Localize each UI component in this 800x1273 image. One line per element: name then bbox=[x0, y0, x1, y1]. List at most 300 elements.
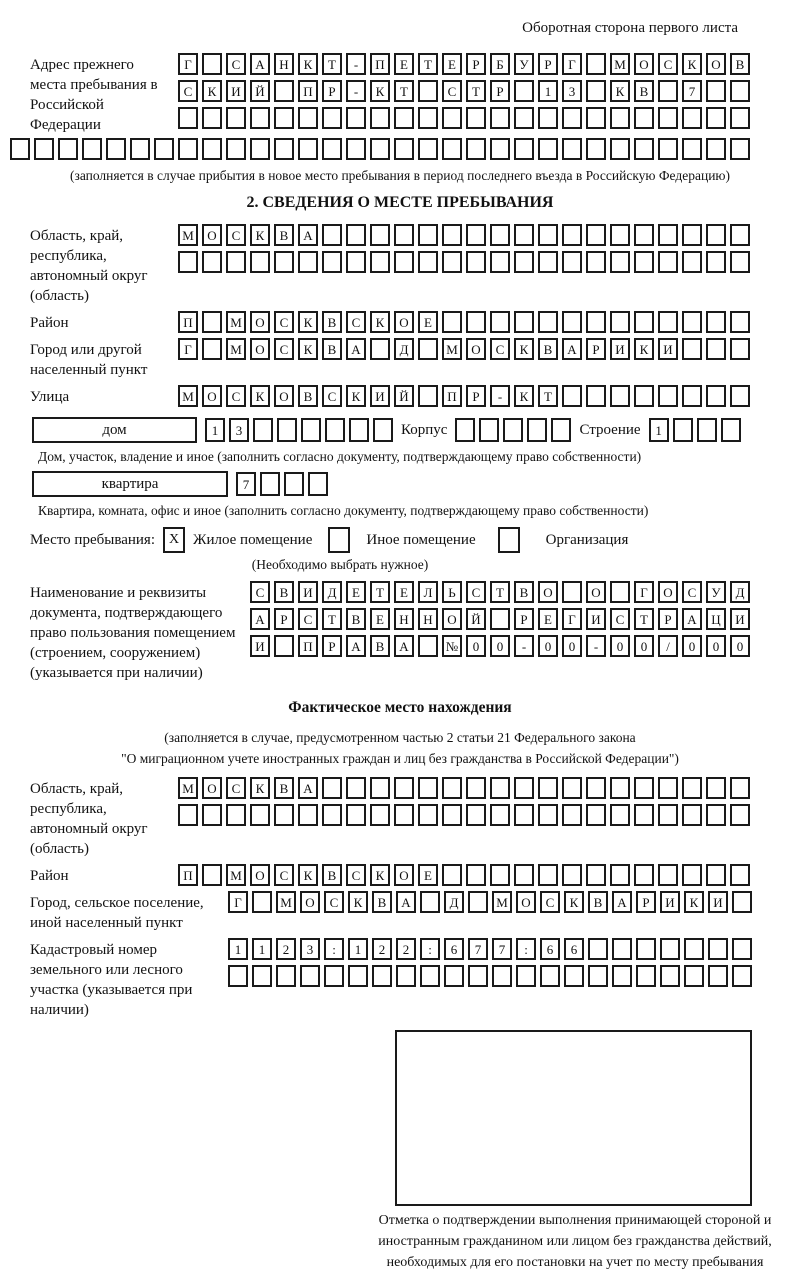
char-cell[interactable] bbox=[538, 224, 558, 246]
char-cell[interactable]: А bbox=[562, 338, 582, 360]
char-cell[interactable]: А bbox=[396, 891, 416, 913]
char-cell[interactable] bbox=[634, 224, 654, 246]
char-cell[interactable]: Л bbox=[418, 581, 438, 603]
char-cell[interactable]: С bbox=[324, 891, 344, 913]
char-cell[interactable] bbox=[586, 107, 606, 129]
char-cell[interactable] bbox=[466, 107, 486, 129]
char-cell[interactable]: О bbox=[586, 581, 606, 603]
char-cell[interactable]: П bbox=[298, 635, 318, 657]
char-cell[interactable] bbox=[418, 107, 438, 129]
char-cell[interactable]: 7 bbox=[682, 80, 702, 102]
char-cell[interactable]: Б bbox=[490, 53, 510, 75]
char-cell[interactable] bbox=[418, 251, 438, 273]
char-cell[interactable]: О bbox=[202, 224, 222, 246]
char-cell[interactable]: А bbox=[250, 53, 270, 75]
char-cell[interactable] bbox=[708, 965, 728, 987]
char-cell[interactable] bbox=[370, 338, 390, 360]
char-cell[interactable] bbox=[636, 938, 656, 960]
char-cell[interactable] bbox=[730, 804, 750, 826]
char-cell[interactable] bbox=[562, 385, 582, 407]
char-cell[interactable]: О bbox=[394, 311, 414, 333]
char-cell[interactable] bbox=[562, 581, 582, 603]
char-cell[interactable]: И bbox=[730, 608, 750, 630]
char-cell[interactable] bbox=[706, 777, 726, 799]
char-cell[interactable]: Е bbox=[370, 608, 390, 630]
char-cell[interactable]: С bbox=[442, 80, 462, 102]
char-cell[interactable] bbox=[527, 418, 547, 442]
char-cell[interactable]: С bbox=[322, 385, 342, 407]
char-cell[interactable]: М bbox=[178, 777, 198, 799]
char-cell[interactable] bbox=[274, 107, 294, 129]
char-cell[interactable] bbox=[202, 338, 222, 360]
char-cell[interactable] bbox=[349, 418, 369, 442]
char-cell[interactable] bbox=[538, 138, 558, 160]
char-cell[interactable]: Г bbox=[562, 608, 582, 630]
char-cell[interactable] bbox=[260, 472, 280, 496]
char-cell[interactable]: М bbox=[178, 385, 198, 407]
char-cell[interactable] bbox=[322, 224, 342, 246]
char-cell[interactable] bbox=[732, 965, 752, 987]
char-cell[interactable] bbox=[442, 777, 462, 799]
char-cell[interactable] bbox=[298, 251, 318, 273]
char-cell[interactable] bbox=[732, 891, 752, 913]
char-cell[interactable] bbox=[540, 965, 560, 987]
char-cell[interactable] bbox=[612, 938, 632, 960]
char-cell[interactable] bbox=[466, 251, 486, 273]
char-cell[interactable]: К bbox=[370, 864, 390, 886]
char-cell[interactable]: О bbox=[658, 581, 678, 603]
char-cell[interactable] bbox=[394, 777, 414, 799]
char-cell[interactable]: 1 bbox=[649, 418, 669, 442]
char-cell[interactable]: О bbox=[538, 581, 558, 603]
char-cell[interactable] bbox=[658, 224, 678, 246]
char-cell[interactable] bbox=[516, 965, 536, 987]
char-cell[interactable]: К bbox=[634, 338, 654, 360]
char-cell[interactable] bbox=[562, 251, 582, 273]
char-cell[interactable]: 0 bbox=[706, 635, 726, 657]
char-cell[interactable] bbox=[370, 777, 390, 799]
char-cell[interactable]: К bbox=[298, 864, 318, 886]
char-cell[interactable]: Г bbox=[562, 53, 582, 75]
char-cell[interactable]: С bbox=[490, 338, 510, 360]
char-cell[interactable] bbox=[346, 251, 366, 273]
char-cell[interactable] bbox=[490, 311, 510, 333]
stay-option-residential-checkbox[interactable]: X bbox=[163, 527, 185, 553]
char-cell[interactable] bbox=[373, 418, 393, 442]
char-cell[interactable] bbox=[730, 777, 750, 799]
char-cell[interactable] bbox=[394, 251, 414, 273]
char-cell[interactable]: С bbox=[346, 864, 366, 886]
char-cell[interactable]: Р bbox=[490, 80, 510, 102]
char-cell[interactable] bbox=[492, 965, 512, 987]
char-cell[interactable] bbox=[154, 138, 174, 160]
char-cell[interactable] bbox=[562, 138, 582, 160]
char-cell[interactable] bbox=[730, 251, 750, 273]
char-cell[interactable] bbox=[610, 107, 630, 129]
char-cell[interactable] bbox=[490, 138, 510, 160]
char-cell[interactable] bbox=[442, 224, 462, 246]
char-cell[interactable]: 3 bbox=[229, 418, 249, 442]
char-cell[interactable]: Д bbox=[444, 891, 464, 913]
char-cell[interactable] bbox=[682, 338, 702, 360]
char-cell[interactable] bbox=[324, 965, 344, 987]
char-cell[interactable]: Н bbox=[274, 53, 294, 75]
char-cell[interactable]: В bbox=[588, 891, 608, 913]
char-cell[interactable]: Т bbox=[418, 53, 438, 75]
char-cell[interactable] bbox=[250, 804, 270, 826]
char-cell[interactable]: Р bbox=[538, 53, 558, 75]
char-cell[interactable] bbox=[634, 251, 654, 273]
char-cell[interactable]: С bbox=[274, 311, 294, 333]
char-cell[interactable]: С bbox=[226, 777, 246, 799]
char-cell[interactable] bbox=[610, 251, 630, 273]
char-cell[interactable]: С bbox=[682, 581, 702, 603]
char-cell[interactable]: В bbox=[538, 338, 558, 360]
char-cell[interactable]: К bbox=[370, 311, 390, 333]
char-cell[interactable]: О bbox=[202, 385, 222, 407]
char-cell[interactable] bbox=[490, 251, 510, 273]
char-cell[interactable]: Т bbox=[634, 608, 654, 630]
char-cell[interactable] bbox=[586, 385, 606, 407]
char-cell[interactable] bbox=[325, 418, 345, 442]
char-cell[interactable] bbox=[610, 777, 630, 799]
char-cell[interactable]: К bbox=[250, 224, 270, 246]
char-cell[interactable]: И bbox=[298, 581, 318, 603]
char-cell[interactable]: Р bbox=[466, 53, 486, 75]
char-cell[interactable] bbox=[562, 311, 582, 333]
char-cell[interactable] bbox=[202, 311, 222, 333]
char-cell[interactable]: В bbox=[298, 385, 318, 407]
char-cell[interactable] bbox=[538, 251, 558, 273]
char-cell[interactable] bbox=[658, 107, 678, 129]
char-cell[interactable]: Й bbox=[466, 608, 486, 630]
char-cell[interactable]: К bbox=[298, 53, 318, 75]
char-cell[interactable]: М bbox=[226, 311, 246, 333]
char-cell[interactable]: Е bbox=[394, 581, 414, 603]
char-cell[interactable] bbox=[610, 224, 630, 246]
char-cell[interactable]: М bbox=[226, 338, 246, 360]
char-cell[interactable] bbox=[514, 80, 534, 102]
char-cell[interactable]: К bbox=[514, 338, 534, 360]
char-cell[interactable]: Й bbox=[394, 385, 414, 407]
char-cell[interactable]: У bbox=[514, 53, 534, 75]
char-cell[interactable] bbox=[586, 224, 606, 246]
char-cell[interactable]: М bbox=[276, 891, 296, 913]
char-cell[interactable]: 2 bbox=[396, 938, 416, 960]
char-cell[interactable]: А bbox=[298, 777, 318, 799]
char-cell[interactable] bbox=[586, 138, 606, 160]
char-cell[interactable] bbox=[514, 777, 534, 799]
char-cell[interactable] bbox=[658, 138, 678, 160]
char-cell[interactable] bbox=[250, 138, 270, 160]
char-cell[interactable] bbox=[202, 804, 222, 826]
char-cell[interactable] bbox=[298, 107, 318, 129]
char-cell[interactable]: 0 bbox=[610, 635, 630, 657]
char-cell[interactable]: : bbox=[324, 938, 344, 960]
char-cell[interactable] bbox=[634, 804, 654, 826]
char-cell[interactable]: Т bbox=[538, 385, 558, 407]
char-cell[interactable]: К bbox=[346, 385, 366, 407]
char-cell[interactable]: Р bbox=[636, 891, 656, 913]
char-cell[interactable] bbox=[58, 138, 78, 160]
char-cell[interactable] bbox=[682, 864, 702, 886]
char-cell[interactable] bbox=[370, 138, 390, 160]
char-cell[interactable]: Т bbox=[466, 80, 486, 102]
char-cell[interactable] bbox=[490, 804, 510, 826]
char-cell[interactable] bbox=[658, 777, 678, 799]
char-cell[interactable] bbox=[346, 777, 366, 799]
char-cell[interactable]: 7 bbox=[236, 472, 256, 496]
char-cell[interactable]: / bbox=[658, 635, 678, 657]
char-cell[interactable]: Т bbox=[322, 53, 342, 75]
char-cell[interactable] bbox=[730, 138, 750, 160]
char-cell[interactable]: О bbox=[394, 864, 414, 886]
char-cell[interactable] bbox=[538, 311, 558, 333]
char-cell[interactable]: О bbox=[706, 53, 726, 75]
char-cell[interactable] bbox=[562, 107, 582, 129]
char-cell[interactable] bbox=[178, 251, 198, 273]
char-cell[interactable] bbox=[346, 224, 366, 246]
char-cell[interactable] bbox=[490, 107, 510, 129]
char-cell[interactable]: К bbox=[202, 80, 222, 102]
char-cell[interactable]: М bbox=[492, 891, 512, 913]
char-cell[interactable]: И bbox=[610, 338, 630, 360]
char-cell[interactable]: О bbox=[274, 385, 294, 407]
char-cell[interactable]: С bbox=[610, 608, 630, 630]
char-cell[interactable]: В bbox=[322, 864, 342, 886]
char-cell[interactable] bbox=[514, 138, 534, 160]
char-cell[interactable] bbox=[274, 635, 294, 657]
char-cell[interactable]: Г bbox=[178, 338, 198, 360]
char-cell[interactable]: Т bbox=[322, 608, 342, 630]
char-cell[interactable]: С bbox=[346, 311, 366, 333]
char-cell[interactable] bbox=[658, 80, 678, 102]
char-cell[interactable] bbox=[34, 138, 54, 160]
char-cell[interactable] bbox=[562, 777, 582, 799]
char-cell[interactable] bbox=[466, 777, 486, 799]
char-cell[interactable] bbox=[706, 864, 726, 886]
char-cell[interactable]: Г bbox=[178, 53, 198, 75]
char-cell[interactable] bbox=[586, 53, 606, 75]
char-cell[interactable] bbox=[562, 224, 582, 246]
char-cell[interactable]: Й bbox=[250, 80, 270, 102]
char-cell[interactable]: К bbox=[610, 80, 630, 102]
char-cell[interactable] bbox=[466, 224, 486, 246]
char-cell[interactable] bbox=[418, 385, 438, 407]
char-cell[interactable] bbox=[284, 472, 304, 496]
char-cell[interactable] bbox=[660, 965, 680, 987]
char-cell[interactable] bbox=[514, 311, 534, 333]
char-cell[interactable] bbox=[658, 804, 678, 826]
char-cell[interactable] bbox=[612, 965, 632, 987]
char-cell[interactable]: № bbox=[442, 635, 462, 657]
char-cell[interactable] bbox=[442, 311, 462, 333]
char-cell[interactable]: О bbox=[634, 53, 654, 75]
stay-option-other-checkbox[interactable] bbox=[328, 527, 350, 553]
char-cell[interactable] bbox=[708, 938, 728, 960]
char-cell[interactable] bbox=[274, 138, 294, 160]
char-cell[interactable] bbox=[490, 224, 510, 246]
char-cell[interactable]: С bbox=[226, 224, 246, 246]
char-cell[interactable] bbox=[202, 107, 222, 129]
char-cell[interactable] bbox=[370, 224, 390, 246]
char-cell[interactable] bbox=[418, 635, 438, 657]
char-cell[interactable] bbox=[442, 864, 462, 886]
char-cell[interactable] bbox=[682, 385, 702, 407]
char-cell[interactable] bbox=[394, 224, 414, 246]
char-cell[interactable] bbox=[538, 864, 558, 886]
char-cell[interactable] bbox=[418, 338, 438, 360]
char-cell[interactable]: А bbox=[250, 608, 270, 630]
char-cell[interactable]: - bbox=[346, 53, 366, 75]
char-cell[interactable] bbox=[466, 864, 486, 886]
char-cell[interactable] bbox=[706, 80, 726, 102]
char-cell[interactable] bbox=[372, 965, 392, 987]
char-cell[interactable]: К bbox=[514, 385, 534, 407]
char-cell[interactable] bbox=[298, 138, 318, 160]
char-cell[interactable]: 1 bbox=[348, 938, 368, 960]
char-cell[interactable] bbox=[684, 938, 704, 960]
char-cell[interactable] bbox=[634, 777, 654, 799]
char-cell[interactable] bbox=[442, 138, 462, 160]
char-cell[interactable]: 0 bbox=[634, 635, 654, 657]
char-cell[interactable]: К bbox=[298, 338, 318, 360]
char-cell[interactable]: А bbox=[298, 224, 318, 246]
char-cell[interactable] bbox=[564, 965, 584, 987]
char-cell[interactable] bbox=[106, 138, 126, 160]
char-cell[interactable]: С bbox=[658, 53, 678, 75]
char-cell[interactable] bbox=[634, 311, 654, 333]
char-cell[interactable] bbox=[697, 418, 717, 442]
char-cell[interactable]: Р bbox=[322, 80, 342, 102]
char-cell[interactable] bbox=[682, 804, 702, 826]
char-cell[interactable] bbox=[634, 138, 654, 160]
char-cell[interactable] bbox=[634, 107, 654, 129]
char-cell[interactable] bbox=[226, 804, 246, 826]
char-cell[interactable]: А bbox=[682, 608, 702, 630]
char-cell[interactable] bbox=[322, 251, 342, 273]
char-cell[interactable] bbox=[514, 107, 534, 129]
char-cell[interactable] bbox=[202, 138, 222, 160]
char-cell[interactable]: В bbox=[370, 635, 390, 657]
char-cell[interactable]: О bbox=[250, 864, 270, 886]
char-cell[interactable]: К bbox=[370, 80, 390, 102]
char-cell[interactable]: В bbox=[322, 311, 342, 333]
char-cell[interactable]: : bbox=[420, 938, 440, 960]
char-cell[interactable] bbox=[586, 777, 606, 799]
char-cell[interactable]: К bbox=[348, 891, 368, 913]
char-cell[interactable] bbox=[322, 804, 342, 826]
char-cell[interactable]: М bbox=[442, 338, 462, 360]
char-cell[interactable]: О bbox=[466, 338, 486, 360]
char-cell[interactable]: Е bbox=[442, 53, 462, 75]
char-cell[interactable]: О bbox=[250, 338, 270, 360]
char-cell[interactable]: В bbox=[274, 777, 294, 799]
char-cell[interactable]: 2 bbox=[276, 938, 296, 960]
char-cell[interactable]: К bbox=[250, 777, 270, 799]
char-cell[interactable] bbox=[514, 864, 534, 886]
char-cell[interactable]: П bbox=[298, 80, 318, 102]
char-cell[interactable]: И bbox=[250, 635, 270, 657]
char-cell[interactable] bbox=[202, 53, 222, 75]
char-cell[interactable]: К bbox=[298, 311, 318, 333]
char-cell[interactable] bbox=[396, 965, 416, 987]
char-cell[interactable]: И bbox=[370, 385, 390, 407]
char-cell[interactable] bbox=[418, 138, 438, 160]
char-cell[interactable]: Д bbox=[394, 338, 414, 360]
char-cell[interactable] bbox=[10, 138, 30, 160]
char-cell[interactable]: В bbox=[514, 581, 534, 603]
char-cell[interactable] bbox=[370, 804, 390, 826]
char-cell[interactable] bbox=[562, 804, 582, 826]
char-cell[interactable] bbox=[420, 965, 440, 987]
char-cell[interactable]: С bbox=[226, 53, 246, 75]
char-cell[interactable] bbox=[706, 251, 726, 273]
char-cell[interactable] bbox=[706, 107, 726, 129]
char-cell[interactable] bbox=[444, 965, 464, 987]
char-cell[interactable] bbox=[610, 138, 630, 160]
char-cell[interactable]: 1 bbox=[538, 80, 558, 102]
char-cell[interactable]: - bbox=[346, 80, 366, 102]
char-cell[interactable] bbox=[586, 864, 606, 886]
char-cell[interactable] bbox=[610, 804, 630, 826]
char-cell[interactable] bbox=[253, 418, 273, 442]
char-cell[interactable]: 0 bbox=[466, 635, 486, 657]
char-cell[interactable] bbox=[721, 418, 741, 442]
char-cell[interactable]: Т bbox=[394, 80, 414, 102]
char-cell[interactable] bbox=[274, 804, 294, 826]
char-cell[interactable]: Д bbox=[322, 581, 342, 603]
char-cell[interactable] bbox=[178, 804, 198, 826]
char-cell[interactable]: А bbox=[346, 635, 366, 657]
char-cell[interactable] bbox=[586, 804, 606, 826]
char-cell[interactable] bbox=[202, 251, 222, 273]
char-cell[interactable]: 1 bbox=[252, 938, 272, 960]
char-cell[interactable]: - bbox=[490, 385, 510, 407]
char-cell[interactable]: Р bbox=[466, 385, 486, 407]
char-cell[interactable] bbox=[514, 804, 534, 826]
char-cell[interactable] bbox=[682, 251, 702, 273]
char-cell[interactable] bbox=[228, 965, 248, 987]
char-cell[interactable] bbox=[300, 965, 320, 987]
char-cell[interactable]: С bbox=[466, 581, 486, 603]
char-cell[interactable] bbox=[732, 938, 752, 960]
char-cell[interactable]: Г bbox=[634, 581, 654, 603]
char-cell[interactable]: И bbox=[660, 891, 680, 913]
char-cell[interactable] bbox=[586, 251, 606, 273]
char-cell[interactable]: 0 bbox=[538, 635, 558, 657]
char-cell[interactable]: О bbox=[250, 311, 270, 333]
char-cell[interactable] bbox=[682, 224, 702, 246]
char-cell[interactable]: - bbox=[514, 635, 534, 657]
char-cell[interactable] bbox=[276, 965, 296, 987]
char-cell[interactable] bbox=[706, 338, 726, 360]
char-cell[interactable] bbox=[490, 777, 510, 799]
char-cell[interactable]: О bbox=[300, 891, 320, 913]
char-cell[interactable] bbox=[455, 418, 475, 442]
char-cell[interactable] bbox=[418, 777, 438, 799]
char-cell[interactable] bbox=[658, 251, 678, 273]
char-cell[interactable]: 0 bbox=[490, 635, 510, 657]
char-cell[interactable] bbox=[634, 385, 654, 407]
char-cell[interactable] bbox=[348, 965, 368, 987]
char-cell[interactable] bbox=[308, 472, 328, 496]
char-cell[interactable]: М bbox=[610, 53, 630, 75]
char-cell[interactable]: 1 bbox=[228, 938, 248, 960]
char-cell[interactable] bbox=[82, 138, 102, 160]
char-cell[interactable]: А bbox=[612, 891, 632, 913]
char-cell[interactable] bbox=[682, 107, 702, 129]
